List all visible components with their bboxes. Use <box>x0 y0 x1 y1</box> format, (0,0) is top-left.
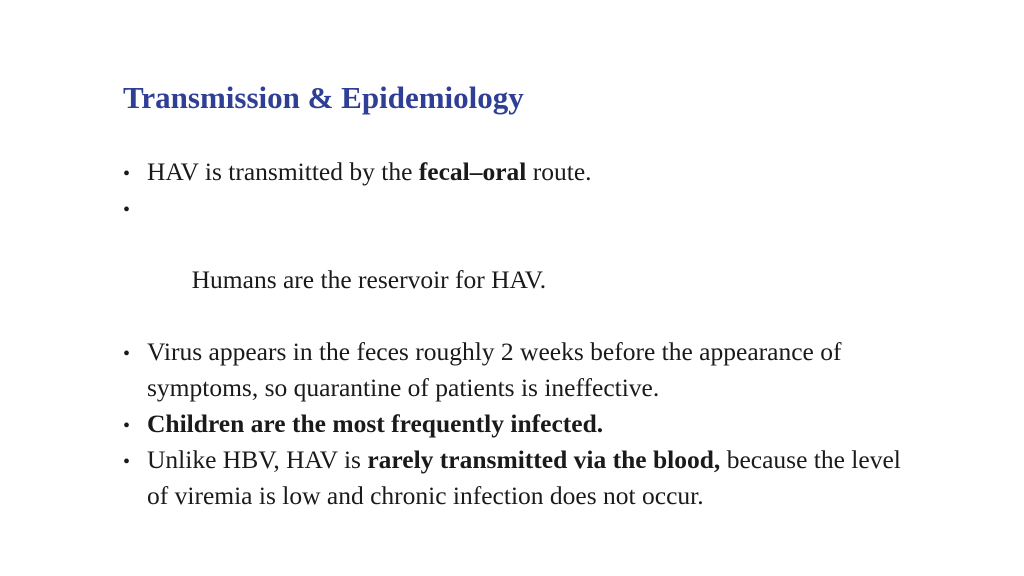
bullet-text-bold: fecal–oral <box>418 157 527 186</box>
bullet-text: Unlike HBV, HAV is <box>147 445 368 474</box>
bullet-item <box>123 406 913 442</box>
bullet-list <box>123 154 913 514</box>
slide-title: Transmission & Epidemiology <box>123 80 524 115</box>
bullet-item <box>123 154 913 190</box>
bullet-text: Virus appears in the feces roughly 2 weeks before the appearance of symptoms, so quarantine of patients is ineffective. <box>147 337 842 402</box>
bullet-text: route. <box>526 157 592 186</box>
bullet-text: because the level of viremia is low and chronic infection does not occur. <box>147 445 901 510</box>
bullet-text-bold: Children are the most frequently infected. <box>147 409 604 438</box>
bullet-dot-icon <box>123 154 147 192</box>
bullet-dot-icon <box>123 442 147 480</box>
bullet-item <box>123 190 913 334</box>
bullet-item <box>123 334 913 406</box>
bullet-text-bold: rarely transmitted via the blood, <box>367 445 721 474</box>
bullet-dot-icon <box>123 334 147 372</box>
bullet-item <box>123 442 913 514</box>
bullet-dot-icon <box>123 190 147 228</box>
bullet-text: HAV is transmitted by the <box>147 157 419 186</box>
bullet-text: Humans are the reservoir for HAV. <box>185 265 547 294</box>
bullet-dot-icon <box>123 406 147 444</box>
